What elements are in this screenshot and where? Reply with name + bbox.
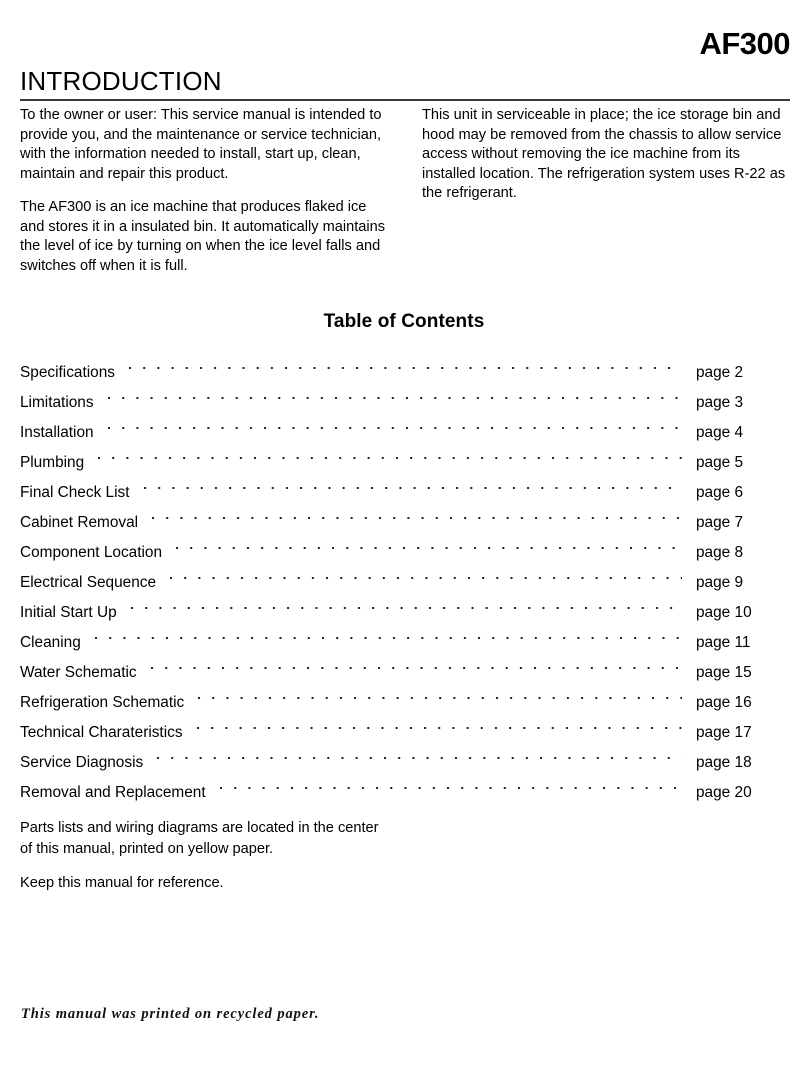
toc-dot-leader (95, 617, 682, 647)
recycled-paper-note: This manual was printed on recycled paper. (21, 1006, 320, 1022)
table-of-contents-heading: Table of Contents (323, 311, 485, 332)
toc-entry[interactable] (20, 467, 790, 501)
toc-dot-leader (129, 347, 682, 377)
toc-entry[interactable] (20, 647, 790, 681)
toc-entry-label: Cabinet Removal (20, 508, 152, 538)
toc-entry-label: Water Schematic (20, 658, 151, 688)
toc-entry-page: page 9 (682, 568, 790, 598)
toc-entry-page: page 15 (682, 658, 790, 688)
intro-paragraph: This unit in serviceable in place; the ice storage bin and hood may be removed from the chassis to allow service access without removing the ice machine from its installed location. The refrigeration system uses R-22 as the refrigerant. (422, 107, 786, 201)
notes-paragraph: Keep this manual for reference. (20, 875, 224, 891)
toc-entry-page: page 20 (682, 778, 790, 808)
toc-entry-label: Final Check List (20, 478, 144, 508)
toc-entry-label: Cleaning (20, 628, 95, 658)
toc-entry-page: page 7 (682, 508, 790, 538)
toc-dot-leader (176, 527, 682, 557)
toc-entry-label: Refrigeration Schematic (20, 688, 198, 718)
toc-entry-page: page 5 (682, 448, 790, 478)
toc-entry-label: Initial Start Up (20, 598, 131, 628)
toc-dot-leader (131, 587, 682, 617)
toc-entry-page: page 11 (682, 628, 790, 658)
toc-entry-label: Limitations (20, 388, 108, 418)
header-divider (20, 99, 790, 101)
toc-entry-label: Service Diagnosis (20, 748, 157, 778)
toc-entry-page: page 10 (682, 598, 790, 628)
model-number-title: AF300 (699, 26, 790, 61)
toc-dot-leader (170, 557, 682, 587)
toc-entry-page: page 17 (682, 718, 790, 748)
intro-paragraph: To the owner or user: This service manual is intended to provide you, and the maintenance or service technician, with the information needed to install, start up, clean, maintain and repair this product. (20, 107, 382, 182)
closing-notes (20, 818, 388, 894)
toc-entry[interactable] (20, 437, 790, 471)
toc-dot-leader (98, 437, 682, 467)
introduction-right-column (422, 106, 790, 276)
toc-entry-label: Removal and Replacement (20, 778, 220, 808)
toc-dot-leader (157, 737, 682, 767)
notes-paragraph: Parts lists and wiring diagrams are located in the center of this manual, printed on yellow paper. (20, 820, 379, 857)
toc-entry[interactable] (20, 617, 790, 651)
toc-entry-label: Electrical Sequence (20, 568, 170, 598)
toc-dot-leader (108, 407, 682, 437)
toc-entry-page: page 3 (682, 388, 790, 418)
toc-entry[interactable] (20, 347, 790, 381)
toc-entry-page: page 18 (682, 748, 790, 778)
page-title: INTRODUCTION (20, 66, 222, 96)
toc-entry-label: Plumbing (20, 448, 98, 478)
toc-entry-page: page 8 (682, 538, 790, 568)
toc-entry-label: Component Location (20, 538, 176, 568)
toc-dot-leader (197, 707, 682, 737)
toc-entry-label: Technical Charateristics (20, 718, 197, 748)
toc-dot-leader (151, 647, 682, 677)
toc-dot-leader (152, 497, 682, 527)
toc-entry-label: Installation (20, 418, 108, 448)
toc-entry-page: page 16 (682, 688, 790, 718)
toc-entry[interactable] (20, 377, 790, 411)
intro-paragraph: The AF300 is an ice machine that produces flaked ice and stores it in a insulated bin. It automatically maintains the level of ice by turning on when the ice level falls and switches off when it is full. (20, 199, 386, 274)
toc-entry-label: Specifications (20, 358, 129, 388)
toc-dot-leader (144, 467, 683, 497)
toc-entry-page: page 2 (682, 358, 790, 388)
toc-dot-leader (108, 377, 682, 407)
toc-entry-page: page 4 (682, 418, 790, 448)
toc-entry-page: page 6 (682, 478, 790, 508)
toc-dot-leader (220, 767, 682, 797)
toc-entry[interactable] (20, 407, 790, 441)
table-of-contents (20, 347, 790, 801)
introduction-left-column (20, 106, 388, 276)
introduction-columns (20, 106, 790, 276)
toc-dot-leader (198, 677, 682, 707)
